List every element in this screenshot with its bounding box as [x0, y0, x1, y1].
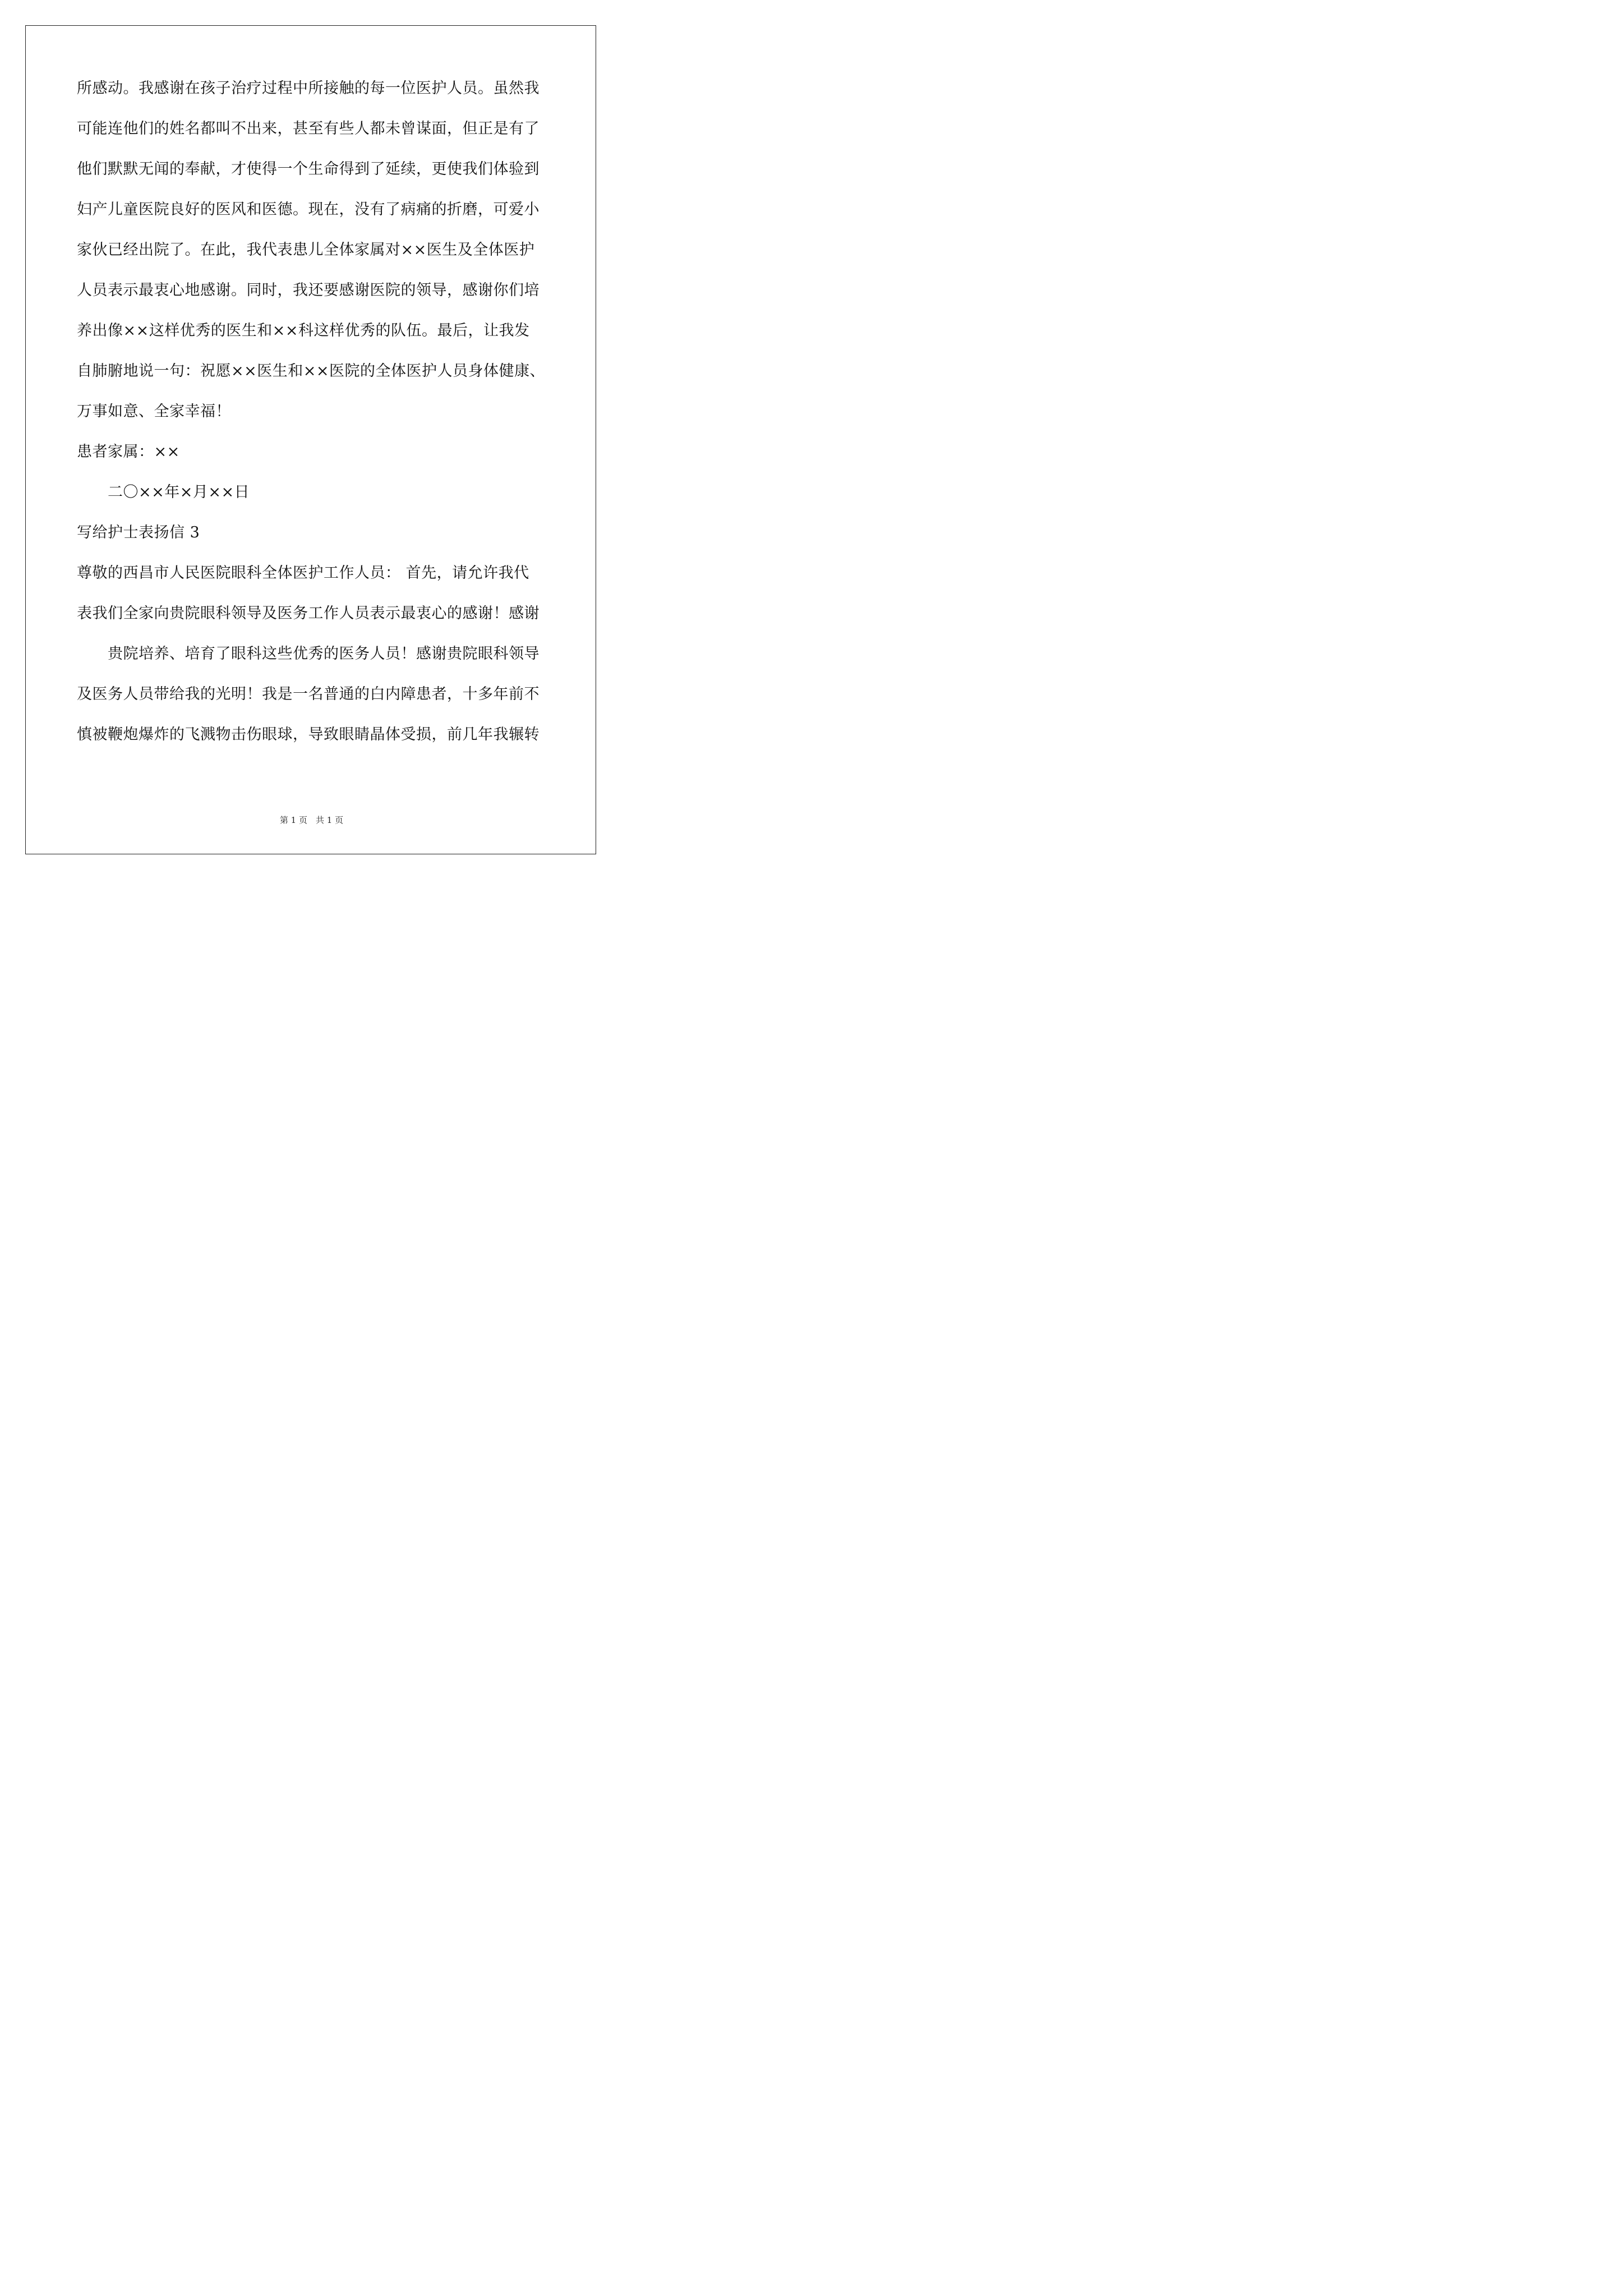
body-line-7: 养出像××这样优秀的医生和××科这样优秀的队伍。最后，让我发	[77, 322, 530, 339]
body-line-5: 家伙已经出院了。在此，我代表患儿全体家属对××医生及全体医护	[77, 241, 535, 259]
body-line-9: 万事如意、全家幸福！	[77, 403, 231, 420]
body-line-12: 贵院培养、培育了眼科这些优秀的医务人员！感谢贵院眼科领导	[108, 645, 540, 662]
body-line-4: 妇产儿童医院良好的医风和医德。现在，没有了病痛的折磨，可爱小	[77, 201, 540, 218]
body-line-2: 可能连他们的姓名都叫不出来，甚至有些人都未曾谋面，但正是有了	[77, 120, 540, 137]
signature-line: 患者家属：××	[77, 443, 180, 461]
body-line-10: 尊敬的西昌市人民医院眼科全体医护工作人员： 首先，请允许我代	[77, 564, 529, 582]
date-line: 二〇××年×月××日	[108, 484, 250, 501]
body-line-11: 表我们全家向贵院眼科领导及医务工作人员表示最衷心的感谢！感谢	[77, 605, 540, 622]
body-line-13: 及医务人员带给我的光明！我是一名普通的白内障患者，十多年前不	[77, 685, 540, 703]
body-line-1: 所感动。我感谢在孩子治疗过程中所接触的每一位医护人员。虽然我	[77, 80, 540, 97]
body-line-14: 慎被鞭炮爆炸的飞溅物击伤眼球，导致眼睛晶体受损，前几年我辗转	[77, 726, 540, 743]
body-line-6: 人员表示最衷心地感谢。同时，我还要感谢医院的领导，感谢你们培	[77, 282, 540, 299]
section-heading: 写给护士表扬信 3	[77, 524, 200, 541]
body-line-8: 自肺腑地说一句：祝愿××医生和××医院的全体医护人员身体健康、	[77, 362, 545, 380]
body-line-3: 他们默默无闻的奉献，才使得一个生命得到了延续，更使我们体验到	[77, 160, 540, 178]
page-number-footer: 第 1 页 共 1 页	[279, 815, 344, 825]
